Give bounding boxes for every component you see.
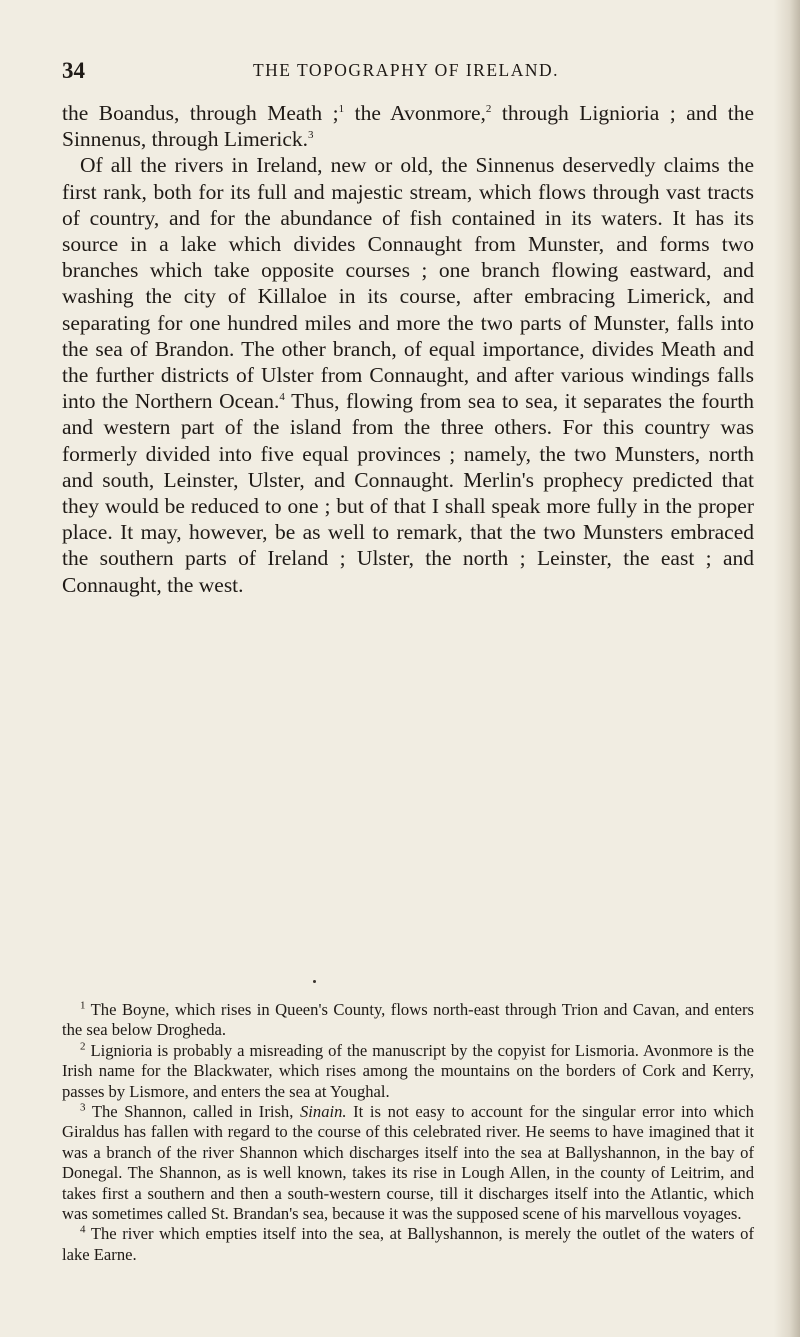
page-number: 34: [62, 58, 85, 83]
footnote-number: 3: [80, 1101, 86, 1114]
footnote-ref-2: 2: [485, 102, 492, 115]
footnote-number: 4: [80, 1223, 86, 1236]
footnote-2: [62, 1041, 754, 1102]
paragraph-rivers-list: [62, 100, 754, 152]
footnote-number: 2: [80, 1040, 86, 1053]
footnote-1: [62, 1000, 754, 1041]
running-head: [62, 58, 750, 88]
text-run: through Lignioria ; and the Sinnenus, through Limerick.: [62, 101, 754, 152]
footnote-text: Lignioria is probably a misreading of the manuscript by the copyist for Lismoria. Avonmore is the Irish name for the Blackwater, which rises among the mountains on the borders of Cork and Kerry, passes by Lismore, and enters the sea at Youghal.: [62, 1040, 754, 1101]
text-run: Of all the rivers in Ireland, new or old, the Sinnenus deservedly claims the first rank, both for its full and majestic stream, which flows through vast tracts of country, and for the abundance of fish contained in its waters. It has its source in a lake which divides Connaught from Munster, and forms two branches which take opposite courses ; one branch flowing eastward, and washing the city of Killaloe in its course, after embracing Limerick, and separating for one hundred miles and more the two parts of Munster, falls into the sea of Brandon. The other branch, of equal importance, divides Meath and the further districts of Ulster from Connaught, and after various windings falls into the Northern Ocean.: [62, 153, 754, 414]
footnote-number: 1: [80, 999, 86, 1012]
page-edge-shadow: [774, 0, 800, 1337]
footnote-3: [62, 1102, 754, 1224]
footnote-text: The Boyne, which rises in Queen's County, flows north-east through Trion and Cavan, and enters the sea below Drogheda.: [62, 1000, 754, 1040]
footnote-ref-3: 3: [308, 129, 314, 142]
footnote-4: [62, 1224, 754, 1265]
running-title: THE TOPOGRAPHY OF IRELAND.: [252, 60, 560, 80]
footnote-ref-4: 4: [279, 391, 285, 404]
footnote-ref-1: 1: [338, 102, 345, 115]
separator-dot: [313, 980, 316, 983]
footnotes: [62, 1000, 754, 1265]
footnote-text: The Shannon, called in Irish,: [91, 1102, 300, 1122]
main-text: [62, 100, 754, 598]
text-run: the Avonmore,: [344, 101, 486, 125]
text-run: Thus, flowing from sea to sea, it separates the fourth and western part of the island from the three others. For this country was formerly divided into five equal provinces ; namely, the two Munsters, north and south, Leinster, Ulster, and Connaught. Merlin's prophecy predicted that they would be reduced to one ; but of that I shall speak more fully in the proper place. It may, however, be as well to remark, that the two Munsters embraced the southern parts of Ireland ; Ulster, the north ; Leinster, the east ; and Connaught, the west.: [62, 389, 755, 597]
footnote-italic-term: Sinain.: [299, 1102, 347, 1122]
footnote-text: It is not easy to account for the singular error into which Giraldus has fallen with regard to the course of this celebrated river. He seems to have imagined that it was a branch of the river Shannon which discharges itself into the sea at Ballyshannon, in the bay of Donegal. The Shannon, as is well known, takes its rise in Lough Allen, in the county of Leitrim, and takes first a southern and then a south-western course, till it discharges itself into the Atlantic, which was sometimes called St. Brandan's sea, because it was the supposed scene of his marvellous voyages.: [62, 1102, 754, 1224]
paragraph-sinnenus: [62, 152, 754, 597]
text-run: the Boandus, through Meath ;: [62, 101, 339, 125]
footnote-text: The river which empties itself into the sea, at Ballyshannon, is merely the outlet of the waters of lake Earne.: [62, 1224, 754, 1264]
